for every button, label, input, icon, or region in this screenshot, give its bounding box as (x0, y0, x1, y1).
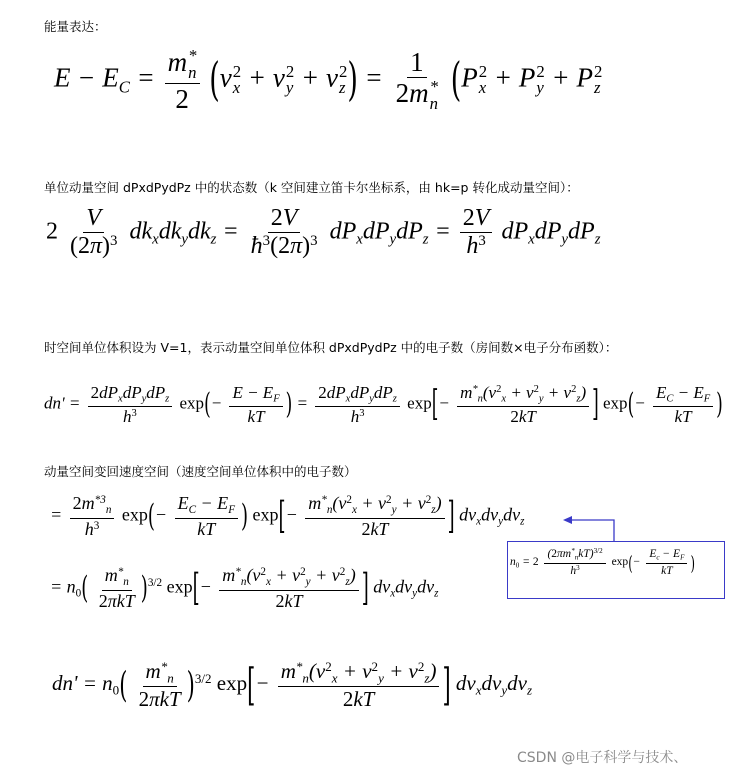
electrons-heading: 时空间单位体积设为 V=1，表示动量空间单位体积 dPxdPydPz 中的电子数（房间数×电子分布函数）： (44, 340, 618, 355)
energy-heading: 能量表达： (44, 19, 107, 34)
dn-momentum-equation: dn' = $\frac{2dP_xdP_ydP_z}{h^3}$ exp(− $\frac{E - E_F}{kT}$ ) = $\frac{2dP_xdP_ydP_z}{h^3}$ exp[− $\frac{m^*_n(v^2_x + v^2_y + v^2_z)}{2kT}$ ] exp(− $\frac{E_C - E_F}{kT}$ ) (44, 383, 723, 426)
final-dn-equation: $dn' = n_0$( $\frac{m^*_n}{\text{2πkT}}$ )$^{3/2}$ exp[− $\frac{m^*_n(v^2_x + v^2_y + v^2_z)}{2kT}$ ] $dv_xdv_ydv_z$ (52, 659, 533, 712)
velocity-heading: 动量空间变回速度空间（速度空间单位体积中的电子数） (44, 464, 357, 479)
states-heading: 单位动量空间 dPxdPydPz 中的状态数（k 空间建立笛卡尔坐标系，由 hk=p 转化成动量空间）： (44, 180, 579, 195)
density-of-states-equation: 2 $\frac{V}{(2\pi)^3}$ $dk_xdk_ydk_z$ = $\frac{2V}{ħ^3(2\pi)^3}$ $dP_xdP_ydP_z$ = $\frac{2V}{h^3}$ $dP_xdP_ydP_z$ (46, 205, 601, 260)
velocity-equation-line2: = $n_0$( $\frac{m^*_n}{\text{2πkT}}$ )$^{3/2}$ exp[− $\frac{m^*_n(v^2_x + v^2_y + v^2_z)}{2kT}$ ] $dv_xdv_ydv_z$ (50, 565, 439, 611)
n0-definition: $n_0 = 2$ $\frac{(2\pi m^*_nkT)^{3/2}}{h^3}$ exp(− $\frac{E_c - E_F}{kT}$ ) (510, 547, 695, 577)
csdn-watermark: CSDN @电子科学与技术、 (517, 750, 688, 766)
velocity-equation-line1: = $\frac{2m^{*3}_n}{h^3}$ exp(− $\frac{E_C - E_F}{kT}$ ) exp[− $\frac{m^*_n(v^2_x + v^2_y + v^2_z)}{2kT}$ ] $dv_xdv_ydv_z$ (50, 493, 525, 539)
energy-equation: $E - E_C$ = m * n 2 (v 2 x + v 2 y + v 2 z ) = 1 2m * n (P 2 x + P 2 y + P 2 z (54, 46, 603, 114)
